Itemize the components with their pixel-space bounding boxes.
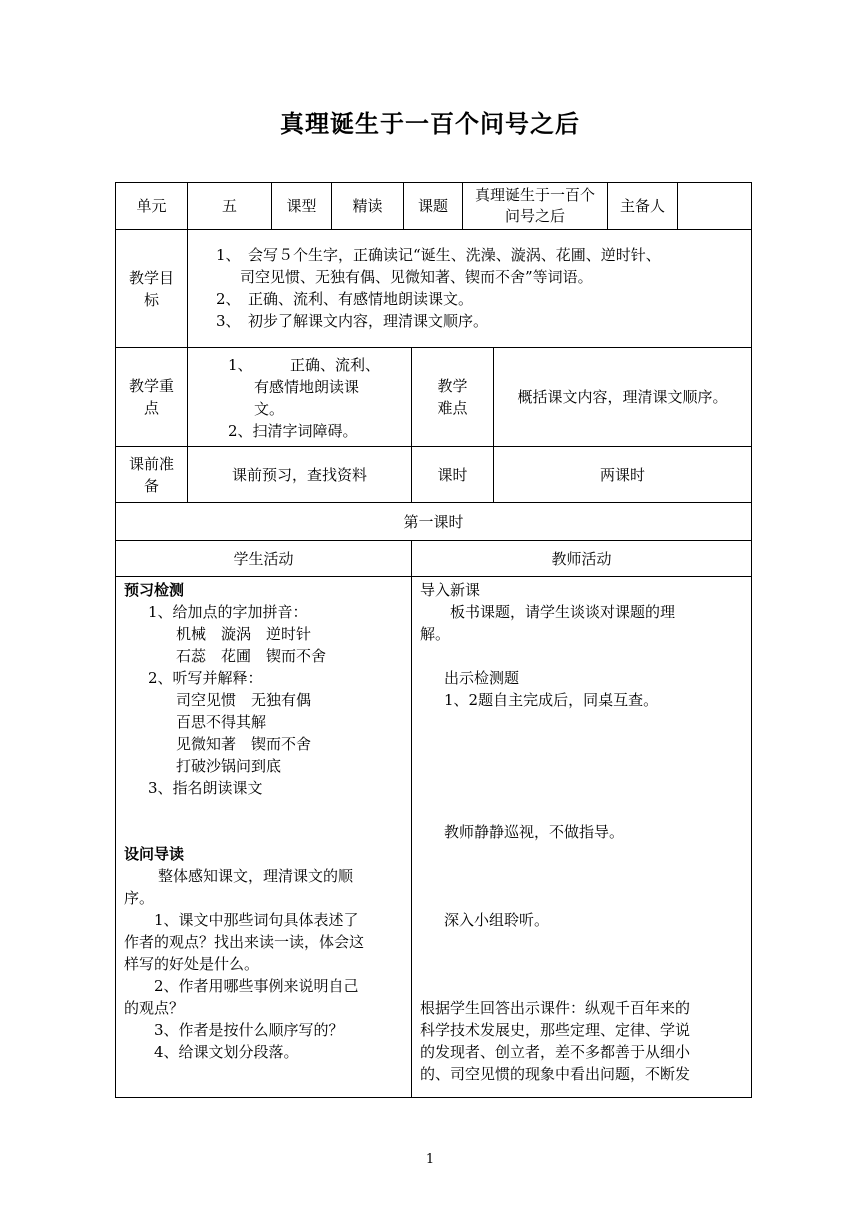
session-title: 第一课时 xyxy=(115,502,752,541)
key-points-label: 教学重点 xyxy=(115,347,188,447)
key-point-1: 1、 正确、流利、 xyxy=(228,356,381,374)
page-title: 真理诞生于一百个问号之后 xyxy=(280,110,580,138)
student-item: 2、作者用哪些事例来说明自己 xyxy=(154,977,359,995)
student-activity-content xyxy=(115,576,412,1098)
student-item: 4、给课文划分段落。 xyxy=(154,1043,299,1061)
student-item: 样写的好处是什么。 xyxy=(124,955,260,973)
objectives-label: 教学目标 xyxy=(115,229,188,348)
objective-3: 3、 初步了解课文内容，理清课文顺序。 xyxy=(216,312,489,330)
hours-label: 课时 xyxy=(411,446,494,503)
prep-value: 课前预习，查找资料 xyxy=(187,446,412,503)
teacher-item: 解。 xyxy=(420,625,451,643)
key-point-2: 2、扫清字词障碍。 xyxy=(228,422,358,440)
student-item: 1、给加点的字加拼音： xyxy=(148,603,308,621)
teacher-activity-content xyxy=(411,576,752,1098)
student-item: 整体感知课文，理清课文的顺 xyxy=(158,867,354,885)
student-item: 3、指名朗读课文 xyxy=(148,779,263,797)
type-value: 精读 xyxy=(331,182,404,230)
preparer-value xyxy=(677,182,752,230)
unit-value: 五 xyxy=(187,182,272,230)
difficulty-label: 教学难点 xyxy=(411,347,494,447)
teacher-item: 教师静静巡视，不做指导。 xyxy=(444,823,625,841)
difficulty-value: 概括课文内容，理清课文顺序。 xyxy=(493,347,752,447)
teacher-item: 出示检测题 xyxy=(444,669,520,687)
objective-1-cont: 司空见惯、无独有偶、见微知著、锲而不舍”等词语。 xyxy=(240,268,593,286)
key-point-1-end: 文。 xyxy=(254,400,285,418)
teacher-activity-header: 教师活动 xyxy=(411,540,752,577)
student-activity-header: 学生活动 xyxy=(115,540,412,577)
teacher-item: 的发现者、创立者，差不多都善于从细小 xyxy=(420,1043,691,1061)
student-item: 作者的观点？找出来读一读，体会这 xyxy=(124,933,365,951)
student-item: 3、作者是按什么顺序写的？ xyxy=(154,1021,344,1039)
student-item: 见微知著 锲而不舍 xyxy=(176,735,312,753)
student-item: 机械 漩涡 逆时针 xyxy=(176,625,312,643)
student-item: 序。 xyxy=(124,889,155,907)
preview-check-title: 预习检测 xyxy=(124,581,185,599)
teacher-item: 根据学生回答出示课件：纵观千百年来的 xyxy=(420,999,691,1017)
topic-value: 真理诞生于一百个问号之后 xyxy=(462,182,608,230)
key-points-content xyxy=(187,347,412,447)
prep-label: 课前准备 xyxy=(115,446,188,503)
student-item: 1、课文中那些词句具体表述了 xyxy=(154,911,359,929)
teacher-item: 板书课题，请学生谈谈对课题的理 xyxy=(450,603,676,621)
teacher-item: 的、司空见惯的现象中看出问题，不断发 xyxy=(420,1065,691,1083)
objective-2: 2、 正确、流利、有感情地朗读课文。 xyxy=(216,290,474,308)
objectives-content xyxy=(187,229,752,348)
objective-1: 1、 会写５个生字，正确读记“诞生、洗澡、漩涡、花圃、逆时针、 xyxy=(216,246,661,264)
topic-label: 课题 xyxy=(403,182,463,230)
student-item: 石蕊 花圃 锲而不舍 xyxy=(176,647,327,665)
student-item: 的观点？ xyxy=(124,999,185,1017)
teacher-item: 1、2题自主完成后，同桌互查。 xyxy=(444,691,659,709)
student-item: 百思不得其解 xyxy=(176,713,267,731)
hours-value: 两课时 xyxy=(493,446,752,503)
guided-reading-title: 设问导读 xyxy=(124,845,185,863)
unit-label: 单元 xyxy=(115,182,188,230)
teacher-item: 导入新课 xyxy=(420,581,481,599)
teacher-item: 科学技术发展史，那些定理、定律、学说 xyxy=(420,1021,691,1039)
student-item: 司空见惯 无独有偶 xyxy=(176,691,312,709)
preparer-label: 主备人 xyxy=(607,182,678,230)
key-point-1-cont: 有感情地朗读课 xyxy=(254,378,360,396)
student-item: 打破沙锅问到底 xyxy=(176,757,282,775)
student-item: 2、听写并解释： xyxy=(148,669,263,687)
type-label: 课型 xyxy=(271,182,332,230)
page-number: 1 xyxy=(425,1152,435,1167)
teacher-item: 深入小组聆听。 xyxy=(444,911,550,929)
